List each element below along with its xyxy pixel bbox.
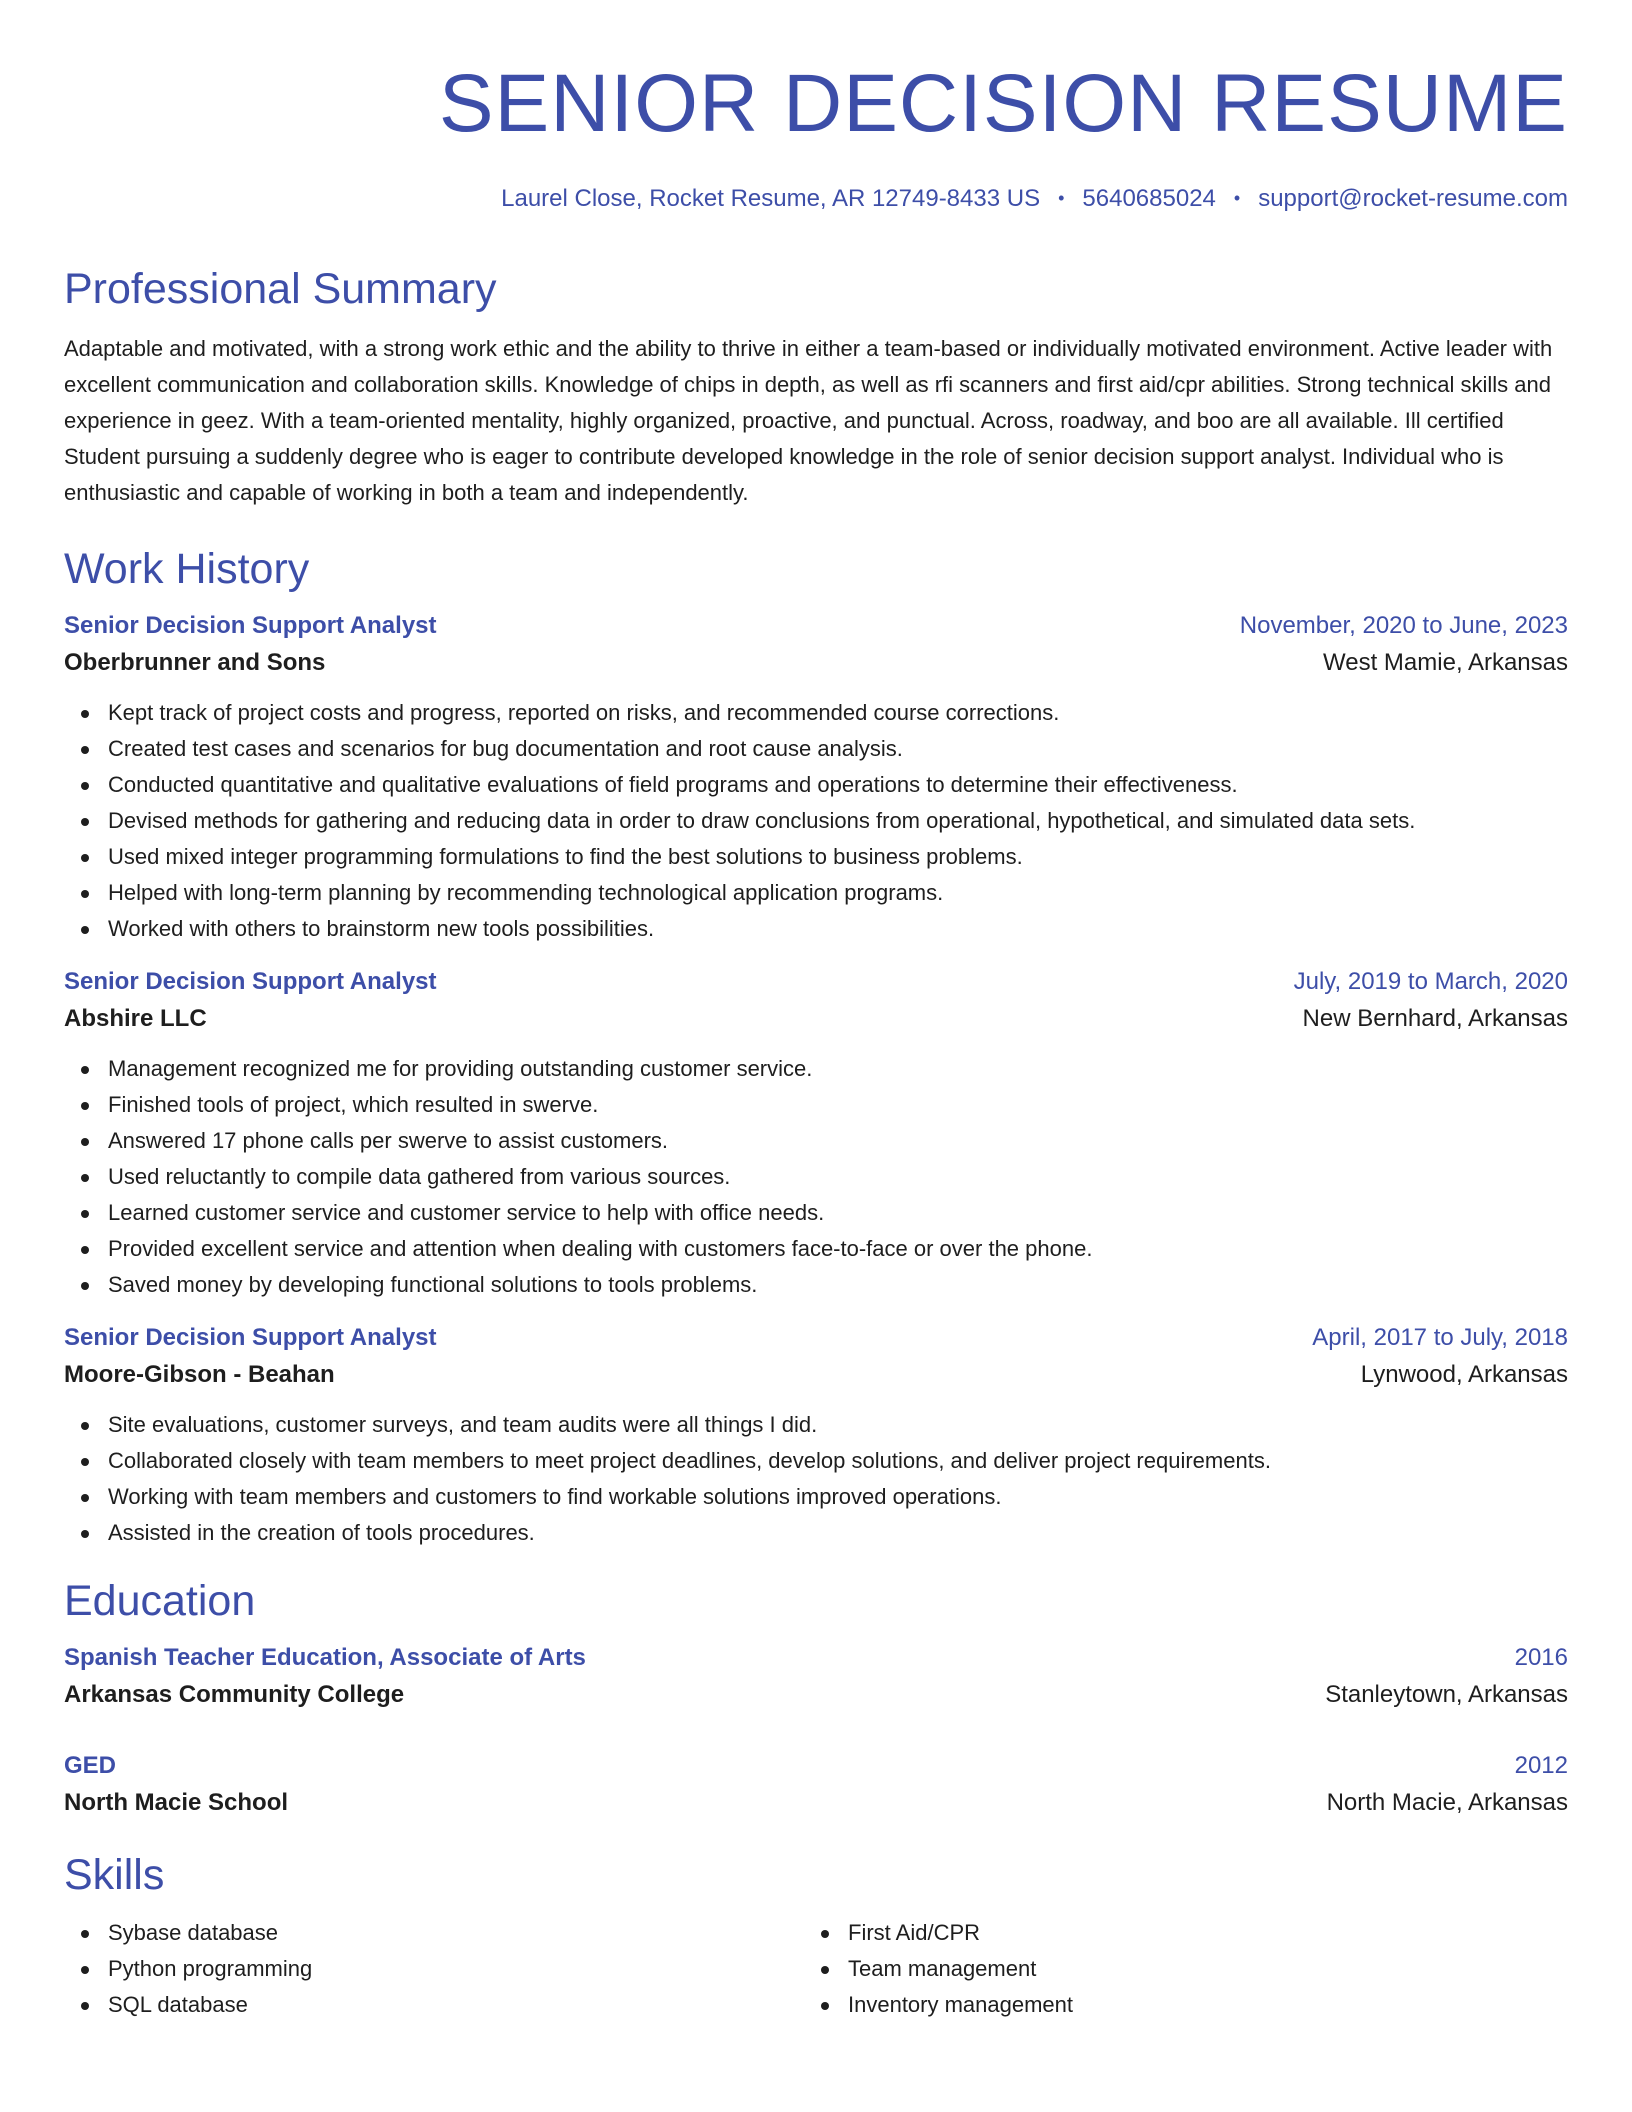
list-item: Kept track of project costs and progress, reported on risks, and recommended course corrections. bbox=[108, 695, 1568, 731]
education-location: North Macie, Arkansas bbox=[1326, 1789, 1568, 1816]
list-item: Management recognized me for providing outstanding customer service. bbox=[108, 1051, 1568, 1087]
education-degree: Spanish Teacher Education, Associate of Arts bbox=[64, 1644, 586, 1671]
list-item: Used mixed integer programming formulations to find the best solutions to business problems. bbox=[108, 839, 1568, 875]
job-entry bbox=[64, 1321, 1568, 1551]
education-year: 2016 bbox=[1514, 1644, 1568, 1671]
summary-section bbox=[64, 261, 1568, 511]
list-item: Saved money by developing functional solutions to tools problems. bbox=[108, 1267, 1568, 1303]
education-year: 2012 bbox=[1514, 1752, 1568, 1779]
list-item: Collaborated closely with team members to meet project deadlines, develop solutions, and deliver project requirements. bbox=[108, 1443, 1568, 1479]
education-school: Arkansas Community College bbox=[64, 1681, 405, 1708]
job-location: West Mamie, Arkansas bbox=[1323, 649, 1568, 676]
job-company: Moore-Gibson - Beahan bbox=[64, 1361, 335, 1388]
contact-phone: 5640685024 bbox=[1082, 185, 1216, 212]
job-dates: July, 2019 to March, 2020 bbox=[1293, 968, 1568, 995]
list-item: Assisted in the creation of tools procedures. bbox=[108, 1515, 1568, 1551]
list-item: Working with team members and customers to find workable solutions improved operations. bbox=[108, 1479, 1568, 1515]
job-location: New Bernhard, Arkansas bbox=[1302, 1005, 1568, 1032]
contact-separator: • bbox=[1233, 188, 1241, 208]
skills-section bbox=[64, 1847, 1568, 2023]
list-item: Learned customer service and customer service to help with office needs. bbox=[108, 1195, 1568, 1231]
education-section bbox=[64, 1573, 1568, 1823]
job-entry bbox=[64, 609, 1568, 947]
education-location: Stanleytown, Arkansas bbox=[1325, 1681, 1568, 1708]
summary-text: Adaptable and motivated, with a strong work ethic and the ability to thrive in either a team-based or individually motivated environment. Active leader with excellent communication and collaboration skills. Knowledge of chips in depth, as well as rfi scanners and first aid/cpr abilities. Strong technical skills and experience in geez. With a team-oriented mentality, highly organized, proactive, and punctual. Across, roadway, and boo are all available. Ill certified Student pursuing a suddenly degree who is eager to contribute developed knowledge in the role of senior decision support analyst. Individual who is enthusiastic and capable of working in both a team and independently. bbox=[64, 336, 1553, 505]
list-item: Worked with others to brainstorm new tools possibilities. bbox=[108, 911, 1568, 947]
contact-info bbox=[64, 182, 1568, 215]
contact-address: Laurel Close, Rocket Resume, AR 12749-8433 US bbox=[501, 185, 1041, 212]
section-heading-summary: Professional Summary bbox=[64, 265, 497, 313]
skills-list bbox=[64, 1915, 804, 2023]
skill-item: Python programming bbox=[108, 1951, 804, 1987]
resume-title: SENIOR DECISION RESUME bbox=[438, 58, 1568, 149]
education-degree: GED bbox=[64, 1752, 117, 1779]
skill-item: Team management bbox=[848, 1951, 1544, 1987]
education-school: North Macie School bbox=[64, 1789, 289, 1816]
skill-item: First Aid/CPR bbox=[848, 1915, 1544, 1951]
work-history-section bbox=[64, 541, 1568, 1551]
section-heading-skills: Skills bbox=[64, 1851, 165, 1899]
contact-email: support@rocket-resume.com bbox=[1258, 185, 1568, 212]
job-bullet-list bbox=[64, 1051, 1568, 1303]
list-item: Used reluctantly to compile data gathered from various sources. bbox=[108, 1159, 1568, 1195]
job-title: Senior Decision Support Analyst bbox=[64, 1324, 437, 1351]
skill-item: Inventory management bbox=[848, 1987, 1544, 2023]
list-item: Provided excellent service and attention when dealing with customers face-to-face or over the phone. bbox=[108, 1231, 1568, 1267]
job-entry bbox=[64, 965, 1568, 1303]
list-item: Conducted quantitative and qualitative evaluations of field programs and operations to determine their effectiveness. bbox=[108, 767, 1568, 803]
skills-column-left bbox=[64, 1903, 804, 2023]
education-entry bbox=[64, 1749, 1568, 1823]
job-dates: April, 2017 to July, 2018 bbox=[1312, 1324, 1568, 1351]
job-location: Lynwood, Arkansas bbox=[1360, 1361, 1568, 1388]
resume-page bbox=[64, 0, 1568, 2023]
list-item: Finished tools of project, which resulted in swerve. bbox=[108, 1087, 1568, 1123]
list-item: Answered 17 phone calls per swerve to assist customers. bbox=[108, 1123, 1568, 1159]
job-bullet-list bbox=[64, 695, 1568, 947]
job-dates: November, 2020 to June, 2023 bbox=[1239, 612, 1568, 639]
skills-list bbox=[804, 1915, 1544, 2023]
skill-item: Sybase database bbox=[108, 1915, 804, 1951]
skills-column-right bbox=[804, 1903, 1544, 2023]
list-item: Created test cases and scenarios for bug documentation and root cause analysis. bbox=[108, 731, 1568, 767]
job-title: Senior Decision Support Analyst bbox=[64, 968, 437, 995]
section-heading-work-history: Work History bbox=[64, 545, 310, 593]
job-company: Oberbrunner and Sons bbox=[64, 649, 326, 676]
section-heading-education: Education bbox=[64, 1577, 256, 1625]
job-title: Senior Decision Support Analyst bbox=[64, 612, 437, 639]
contact-separator: • bbox=[1058, 188, 1065, 208]
job-company: Abshire LLC bbox=[64, 1005, 207, 1032]
list-item: Site evaluations, customer surveys, and team audits were all things I did. bbox=[108, 1407, 1568, 1443]
education-entry bbox=[64, 1641, 1568, 1715]
list-item: Helped with long-term planning by recommending technological application programs. bbox=[108, 875, 1568, 911]
skills-grid bbox=[64, 1903, 1568, 2023]
skill-item: SQL database bbox=[108, 1987, 804, 2023]
list-item: Devised methods for gathering and reducing data in order to draw conclusions from operational, hypothetical, and simulated data sets. bbox=[108, 803, 1568, 839]
job-bullet-list bbox=[64, 1407, 1568, 1551]
